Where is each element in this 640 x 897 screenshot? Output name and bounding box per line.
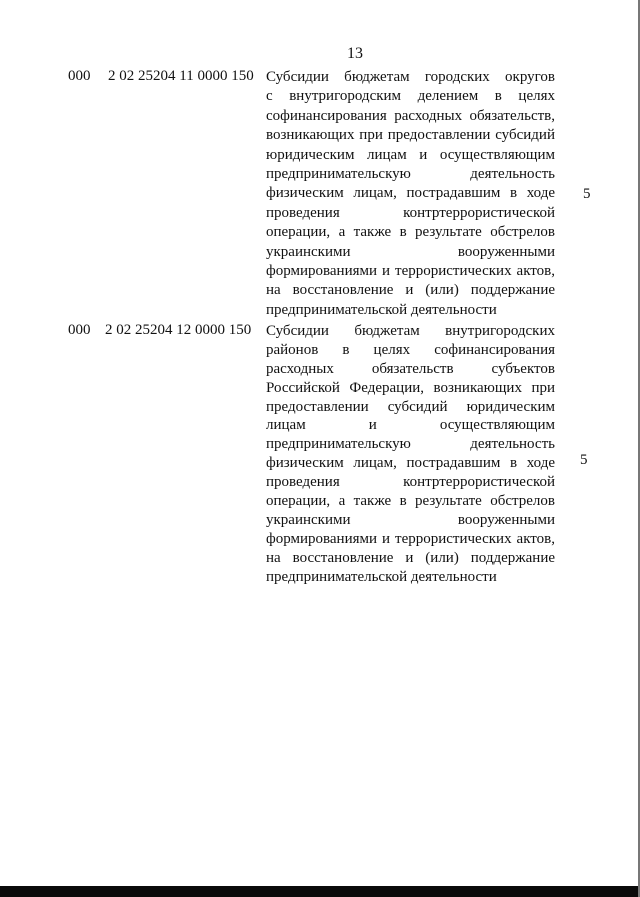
scan-edge-bottom — [0, 886, 640, 897]
description-line: физическим лицам, пострадавшим в ходе — [266, 455, 555, 472]
description-line: Субсидии бюджетам внутригородских — [266, 323, 555, 339]
budget-code: 2 02 25204 12 0000 150 — [105, 322, 252, 338]
amount: 5 — [580, 452, 588, 468]
description-line: предпринимательской деятельности — [266, 301, 497, 318]
description-line: Субсидии бюджетам городских округов — [266, 69, 555, 85]
description-line: операции, а также в результате обстрелов — [266, 224, 555, 241]
description-line: формированиями и террористических актов, — [266, 530, 555, 547]
description-line: предпринимательской деятельности — [266, 568, 497, 585]
description-line: проведения контртеррористической — [266, 204, 555, 221]
description-line: проведения контртеррористической — [266, 474, 555, 491]
description-line: Российской Федерации, возникающих при — [266, 379, 555, 396]
description-line: лицам и осуществляющим — [266, 417, 555, 434]
row-description — [266, 322, 555, 586]
description-line: софинансирования расходных обязательств, — [266, 107, 555, 124]
description-line: расходных обязательств субъектов — [266, 360, 555, 377]
description-line: районов в целях софинансирования — [266, 341, 555, 358]
budget-code: 2 02 25204 11 0000 150 — [108, 68, 254, 84]
description-line: возникающих при предоставлении субсидий — [266, 127, 555, 144]
description-line: операции, а также в результате обстрелов — [266, 493, 555, 510]
description-line: физическим лицам, пострадавшим в ходе — [266, 185, 555, 202]
amount: 5 — [583, 186, 591, 202]
page-number: 13 — [347, 45, 363, 62]
admin-code: 000 — [68, 68, 91, 84]
description-line: на восстановление и (или) поддержание — [266, 282, 555, 299]
description-line: на восстановление и (или) поддержание — [266, 549, 555, 566]
description-line: юридическим лицам и осуществляющим — [266, 146, 555, 163]
description-line: украинскими вооруженными — [266, 243, 555, 260]
description-line: предпринимательскую деятельность — [266, 165, 555, 182]
description-line: украинскими вооруженными — [266, 511, 555, 528]
row-description — [266, 68, 555, 320]
admin-code: 000 — [68, 322, 91, 338]
description-line: предпринимательскую деятельность — [266, 436, 555, 453]
description-line: предоставлении субсидий юридическим — [266, 398, 555, 415]
description-line: формированиями и террористических актов, — [266, 262, 555, 279]
description-line: с внутригородским делением в целях — [266, 88, 555, 105]
